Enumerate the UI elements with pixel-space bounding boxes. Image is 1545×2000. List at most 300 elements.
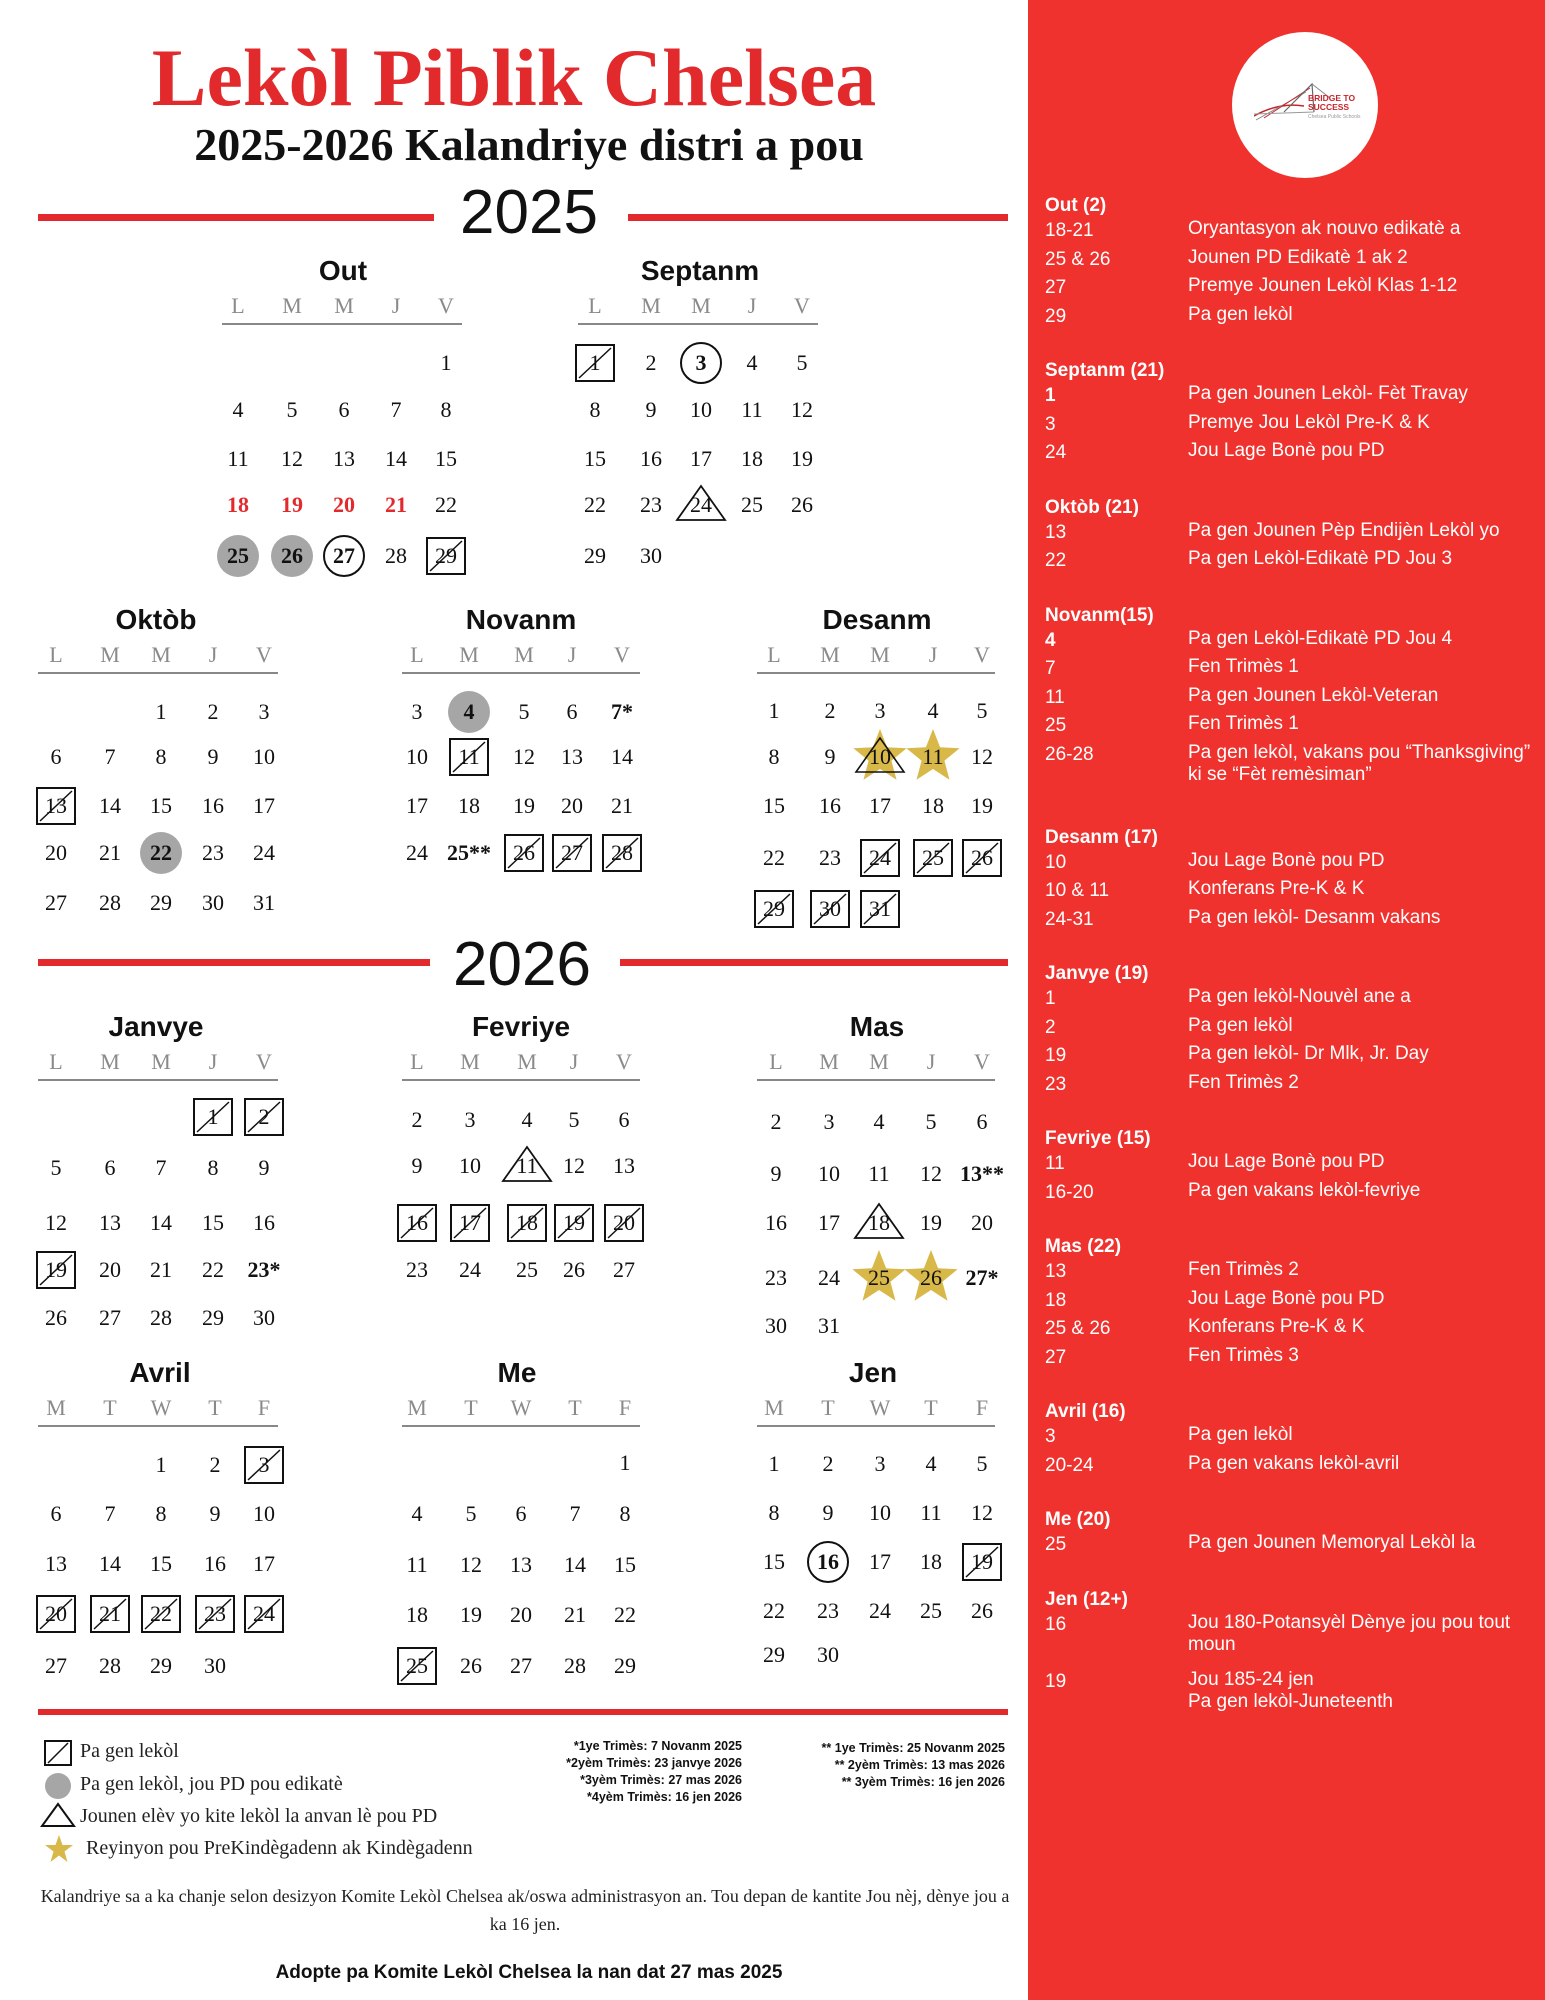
event-date: 25 & 26 xyxy=(1045,248,1111,270)
day-mas-16: 16 xyxy=(765,1210,787,1235)
event-date: 10 xyxy=(1045,851,1067,873)
day-okt-29: 29 xyxy=(150,890,172,915)
legend-triangle-icon xyxy=(40,1802,76,1828)
day-me-22: 22 xyxy=(614,1602,636,1627)
day-des-8: 8 xyxy=(768,744,780,769)
day-jan-20: 20 xyxy=(99,1257,121,1282)
day-avr-2: 2 xyxy=(209,1452,221,1477)
event-month-heading: Septanm (21) xyxy=(1045,360,1165,381)
day-okt-22: 22 xyxy=(150,840,172,865)
event-description: Oryantasyon ak nouvo edikatè a xyxy=(1188,218,1461,239)
event-date: 25 & 26 xyxy=(1045,1318,1111,1339)
day-jen-2: 2 xyxy=(822,1451,834,1476)
weekday-header: F xyxy=(618,1395,632,1420)
event-date: 25 xyxy=(1045,715,1067,736)
event-description: Pa gen lekòl-Nouvèl ane a xyxy=(1188,986,1411,1007)
event-date: 16 xyxy=(1045,1613,1067,1635)
day-des-17: 17 xyxy=(869,793,891,818)
day-okt-17: 17 xyxy=(253,793,275,818)
day-mas-17: 17 xyxy=(818,1210,840,1235)
day-me-29: 29 xyxy=(614,1653,636,1678)
ruler-2025-left xyxy=(38,214,434,221)
month-title-okt: Oktòb xyxy=(115,604,197,635)
day-nov-4: 4 xyxy=(463,699,475,724)
day-des-10: 10 xyxy=(869,744,891,769)
day-jen-8: 8 xyxy=(768,1500,780,1525)
day-fev-12: 12 xyxy=(563,1153,585,1178)
logo-line2: SUCCESS xyxy=(1308,102,1350,112)
day-me-11: 11 xyxy=(406,1552,428,1577)
legend-gray-label: Pa gen lekòl, jou PD pou edikatè xyxy=(80,1773,343,1795)
event-description: Pa gen lekòl, vakans pou “Thanksgiving” xyxy=(1188,741,1531,763)
day-me-25: 25 xyxy=(406,1653,428,1678)
day-jan-15: 15 xyxy=(202,1210,224,1235)
weekday-header: M xyxy=(691,293,711,318)
day-fev-17: 17 xyxy=(459,1210,481,1235)
day-jen-9: 9 xyxy=(822,1500,834,1525)
ruler-2025-right xyxy=(628,214,1008,221)
weekday-header: F xyxy=(975,1395,989,1420)
event-description: Konferans Pre-K & K xyxy=(1188,1316,1365,1337)
day-avr-6: 6 xyxy=(50,1501,62,1526)
weekday-header: V xyxy=(438,293,454,318)
event-description: Pa gen lekòl xyxy=(1188,1424,1293,1445)
day-jan-8: 8 xyxy=(207,1155,219,1180)
weekday-header: T xyxy=(924,1395,938,1420)
day-nov-24: 24 xyxy=(406,840,428,865)
day-jen-23: 23 xyxy=(817,1598,839,1623)
weekday-header: T xyxy=(103,1395,117,1420)
day-out-27: 27 xyxy=(333,543,355,568)
weekday-header: M xyxy=(100,642,120,667)
day-des-15: 15 xyxy=(763,793,785,818)
day-fev-13: 13 xyxy=(613,1153,635,1178)
day-out-1: 1 xyxy=(440,350,452,375)
day-okt-1: 1 xyxy=(155,699,167,724)
day-jan-30: 30 xyxy=(253,1305,275,1330)
day-mas-30: 30 xyxy=(765,1313,787,1338)
day-des-9: 9 xyxy=(824,744,836,769)
event-date: 11 xyxy=(1045,686,1065,708)
day-me-21: 21 xyxy=(564,1602,586,1627)
day-me-15: 15 xyxy=(614,1552,636,1577)
day-des-22: 22 xyxy=(763,845,785,870)
day-me-19: 19 xyxy=(460,1602,482,1627)
event-date: 16-20 xyxy=(1045,1181,1094,1203)
day-des-12: 12 xyxy=(971,744,993,769)
day-out-21: 21 xyxy=(385,492,407,517)
day-jen-11: 11 xyxy=(920,1500,942,1525)
event-description: Jou Lage Bonè pou PD xyxy=(1188,1287,1385,1309)
day-jan-21: 21 xyxy=(150,1257,172,1282)
day-me-13: 13 xyxy=(510,1552,532,1577)
day-des-4: 4 xyxy=(927,698,939,723)
month-title-des: Desanm xyxy=(822,604,932,635)
day-jan-19: 19 xyxy=(45,1257,67,1282)
event-description: Pa gen lekòl- Desanm vakans xyxy=(1188,906,1441,928)
weekday-header: J xyxy=(747,293,757,318)
ruler-2026-right xyxy=(620,959,1008,966)
day-nov-19: 19 xyxy=(513,793,535,818)
day-avr-17: 17 xyxy=(253,1551,275,1576)
day-out-18: 18 xyxy=(227,492,249,517)
weekday-header: M xyxy=(641,293,661,318)
day-out-28: 28 xyxy=(385,543,407,568)
weekday-header: M xyxy=(460,1049,480,1074)
day-des-25: 25 xyxy=(922,845,944,870)
event-description: Pa gen Lekòl-Edikatè PD Jou 3 xyxy=(1188,548,1453,569)
day-avr-29: 29 xyxy=(150,1653,172,1678)
weekday-header: J xyxy=(208,1049,218,1074)
event-date: 18 xyxy=(1045,1289,1067,1311)
weekday-header: V xyxy=(794,293,810,318)
day-jan-7: 7 xyxy=(155,1155,167,1180)
day-fev-2: 2 xyxy=(411,1107,423,1132)
weekday-header: T xyxy=(464,1395,478,1420)
day-avr-30: 30 xyxy=(204,1653,226,1678)
event-description: Pa gen Jounen Lekòl- Fèt Travay xyxy=(1188,383,1468,404)
day-avr-23: 23 xyxy=(204,1601,226,1626)
weekday-header: W xyxy=(869,1395,891,1420)
day-des-29: 29 xyxy=(763,896,785,921)
day-avr-24: 24 xyxy=(253,1601,275,1626)
month-title-mas: Mas xyxy=(849,1011,905,1042)
day-mas-24: 24 xyxy=(818,1265,840,1290)
day-jan-14: 14 xyxy=(150,1210,172,1235)
event-description: Fen Trimès 1 xyxy=(1188,713,1299,734)
weekday-header: M xyxy=(459,642,479,667)
event-date: 11 xyxy=(1045,1153,1065,1174)
day-fev-3: 3 xyxy=(464,1107,476,1132)
day-sep-10: 10 xyxy=(690,397,712,422)
day-okt-7: 7 xyxy=(104,744,116,769)
day-sep-1: 1 xyxy=(589,350,601,375)
day-out-13: 13 xyxy=(333,446,355,471)
day-fev-4: 4 xyxy=(521,1107,533,1132)
day-nov-27: 27 xyxy=(561,840,583,865)
day-jan-27: 27 xyxy=(99,1305,121,1330)
weekday-underline xyxy=(402,672,640,674)
day-fev-23: 23 xyxy=(406,1257,428,1282)
day-fev-26: 26 xyxy=(563,1257,585,1282)
day-avr-22: 22 xyxy=(150,1601,172,1626)
event-date: 3 xyxy=(1045,413,1056,435)
weekday-underline xyxy=(757,1425,995,1427)
footnote-d3: ** 3yèm Trimès: 16 jen 2026 xyxy=(841,1775,1005,1789)
weekday-underline xyxy=(38,1425,278,1427)
day-jan-12: 12 xyxy=(45,1210,67,1235)
weekday-header: V xyxy=(616,1049,632,1074)
day-nov-21: 21 xyxy=(611,793,633,818)
weekday-header: F xyxy=(257,1395,271,1420)
event-description: Fen Trimès 3 xyxy=(1188,1344,1299,1366)
page-subtitle: 2025-2026 Kalandriye distri a pou xyxy=(194,119,864,170)
event-description: Fen Trimès 1 xyxy=(1188,656,1299,677)
day-nov-5: 5 xyxy=(518,699,530,724)
event-date: 19 xyxy=(1045,1045,1067,1066)
day-nov-26: 26 xyxy=(513,840,535,865)
day-mas-13: 13** xyxy=(960,1161,1004,1186)
day-out-4: 4 xyxy=(232,397,244,422)
event-date: 2 xyxy=(1045,1016,1056,1038)
day-out-5: 5 xyxy=(286,397,298,422)
event-description: Jou Lage Bonè pou PD xyxy=(1188,440,1385,461)
day-avr-8: 8 xyxy=(155,1501,167,1526)
event-month-heading: Me (20) xyxy=(1045,1509,1111,1530)
day-fev-19: 19 xyxy=(563,1210,585,1235)
weekday-underline xyxy=(578,323,818,325)
day-mas-9: 9 xyxy=(770,1161,782,1186)
footnotes-double xyxy=(822,1740,1005,1791)
day-out-6: 6 xyxy=(338,397,350,422)
day-mas-19: 19 xyxy=(920,1210,942,1235)
event-date: 29 xyxy=(1045,305,1067,327)
event-description: Fen Trimès 2 xyxy=(1188,1071,1299,1093)
month-title-out: Out xyxy=(318,255,368,286)
event-date: 1 xyxy=(1045,385,1056,406)
footnote-1: *1ye Trimès: 7 Novanm 2025 xyxy=(573,1739,742,1753)
event-description: Jou 185-24 jen xyxy=(1188,1668,1314,1690)
event-description: Premye Jou Lekòl Pre-K & K xyxy=(1188,411,1430,433)
weekday-header: T xyxy=(821,1395,835,1420)
day-mas-11: 11 xyxy=(868,1161,890,1186)
day-avr-20: 20 xyxy=(45,1601,67,1626)
weekday-header: T xyxy=(208,1395,222,1420)
weekday-header: M xyxy=(870,642,890,667)
day-jan-5: 5 xyxy=(50,1155,62,1180)
day-des-5: 5 xyxy=(976,698,988,723)
day-des-18: 18 xyxy=(922,793,944,818)
legend-box-label: Pa gen lekòl xyxy=(80,1740,179,1762)
day-out-19: 19 xyxy=(281,492,303,517)
weekday-header: J xyxy=(391,293,401,318)
weekday-header: M xyxy=(46,1395,66,1420)
weekday-header: L xyxy=(49,1049,63,1074)
day-nov-12: 12 xyxy=(513,744,535,769)
day-fev-11: 11 xyxy=(516,1153,538,1178)
day-okt-30: 30 xyxy=(202,890,224,915)
event-month-heading: Jen (12+) xyxy=(1045,1588,1128,1610)
weekday-header: M xyxy=(282,293,302,318)
day-jen-5: 5 xyxy=(976,1451,988,1476)
day-okt-21: 21 xyxy=(99,840,121,865)
event-month-heading: Oktòb (21) xyxy=(1045,496,1139,518)
day-okt-16: 16 xyxy=(202,793,224,818)
event-description: Pa gen lekòl- Dr Mlk, Jr. Day xyxy=(1188,1043,1429,1064)
day-sep-22: 22 xyxy=(584,492,606,517)
day-mas-2: 2 xyxy=(770,1109,782,1134)
footnote-d1: ** 1ye Trimès: 25 Novanm 2025 xyxy=(821,1741,1005,1755)
day-fev-5: 5 xyxy=(568,1107,580,1132)
day-fev-10: 10 xyxy=(459,1153,481,1178)
event-date: 23 xyxy=(1045,1073,1067,1095)
month-title-avr: Avril xyxy=(129,1357,191,1388)
month-title-sep: Septanm xyxy=(640,255,760,286)
day-jen-22: 22 xyxy=(763,1598,785,1623)
day-des-30: 30 xyxy=(819,896,841,921)
day-out-26: 26 xyxy=(281,543,303,568)
day-avr-21: 21 xyxy=(99,1601,121,1626)
day-avr-10: 10 xyxy=(253,1501,275,1526)
footnote-d2: ** 2yèm Trimès: 13 mas 2026 xyxy=(834,1758,1005,1772)
day-mas-4: 4 xyxy=(873,1109,885,1134)
day-jen-19: 19 xyxy=(971,1549,993,1574)
event-description: Pa gen vakans lekòl-fevriye xyxy=(1188,1179,1421,1201)
day-mas-20: 20 xyxy=(971,1210,993,1235)
weekday-header: J xyxy=(928,642,938,667)
weekday-header: L xyxy=(767,642,781,667)
day-sep-19: 19 xyxy=(791,446,813,471)
day-okt-15: 15 xyxy=(150,793,172,818)
day-me-14: 14 xyxy=(564,1552,586,1577)
weekday-header: M xyxy=(151,1049,171,1074)
day-fev-9: 9 xyxy=(411,1153,423,1178)
day-nov-11: 11 xyxy=(458,744,480,769)
event-description: Jou Lage Bonè pou PD xyxy=(1188,849,1385,871)
year-2026: 2026 xyxy=(453,930,591,999)
day-me-1: 1 xyxy=(619,1450,631,1475)
event-date: 20-24 xyxy=(1045,1454,1094,1476)
weekday-header: M xyxy=(514,642,534,667)
day-des-2: 2 xyxy=(824,698,836,723)
day-fev-25: 25 xyxy=(516,1257,538,1282)
weekday-header: V xyxy=(614,642,630,667)
weekday-header: J xyxy=(567,642,577,667)
event-date: 10 & 11 xyxy=(1045,880,1110,901)
day-out-15: 15 xyxy=(435,446,457,471)
weekday-header: M xyxy=(407,1395,427,1420)
day-out-14: 14 xyxy=(385,446,407,471)
footnotes-single xyxy=(566,1738,742,1806)
day-okt-28: 28 xyxy=(99,890,121,915)
day-jan-9: 9 xyxy=(258,1155,270,1180)
day-jan-6: 6 xyxy=(104,1155,116,1180)
day-jen-16: 16 xyxy=(817,1549,839,1574)
weekday-underline xyxy=(757,1079,995,1081)
day-jan-2: 2 xyxy=(258,1104,270,1129)
day-out-20: 20 xyxy=(333,492,355,517)
logo-line1: BRIDGE TO xyxy=(1308,93,1356,103)
event-date: 26-28 xyxy=(1045,743,1094,765)
day-mas-6: 6 xyxy=(976,1109,988,1134)
day-jen-17: 17 xyxy=(869,1549,891,1574)
event-description: Jounen PD Edikatè 1 ak 2 xyxy=(1188,246,1408,268)
weekday-header: M xyxy=(820,642,840,667)
day-out-8: 8 xyxy=(440,397,452,422)
event-date: 24-31 xyxy=(1045,908,1094,930)
weekday-header: M xyxy=(100,1049,120,1074)
day-mas-5: 5 xyxy=(925,1109,937,1134)
day-nov-10: 10 xyxy=(406,744,428,769)
weekday-header: L xyxy=(410,642,424,667)
weekday-header: M xyxy=(819,1049,839,1074)
day-fev-24: 24 xyxy=(459,1257,481,1282)
day-jan-22: 22 xyxy=(202,1257,224,1282)
day-mas-18: 18 xyxy=(868,1210,890,1235)
day-jen-18: 18 xyxy=(920,1549,942,1574)
day-okt-13: 13 xyxy=(45,793,67,818)
day-des-1: 1 xyxy=(768,698,780,723)
weekday-header: V xyxy=(974,642,990,667)
day-des-19: 19 xyxy=(971,793,993,818)
day-avr-16: 16 xyxy=(204,1551,226,1576)
day-okt-31: 31 xyxy=(253,890,275,915)
legend-box-icon xyxy=(44,1740,72,1766)
event-date: 13 xyxy=(1045,1261,1067,1282)
day-me-5: 5 xyxy=(465,1501,477,1526)
weekday-header: M xyxy=(764,1395,784,1420)
day-sep-15: 15 xyxy=(584,446,606,471)
month-title-fev: Fevriye xyxy=(471,1011,571,1042)
day-jan-16: 16 xyxy=(253,1210,275,1235)
weekday-underline xyxy=(402,1079,640,1081)
day-mas-27: 27* xyxy=(965,1265,999,1290)
event-date: 4 xyxy=(1045,629,1056,651)
day-nov-3: 3 xyxy=(411,699,423,724)
event-date: 19 xyxy=(1045,1670,1067,1692)
day-out-7: 7 xyxy=(390,397,402,422)
day-nov-6: 6 xyxy=(566,699,578,724)
day-avr-27: 27 xyxy=(45,1653,67,1678)
event-date: 27 xyxy=(1045,1346,1067,1368)
day-sep-17: 17 xyxy=(690,446,712,471)
day-out-22: 22 xyxy=(435,492,457,517)
day-okt-8: 8 xyxy=(155,744,167,769)
day-nov-7: 7* xyxy=(611,699,633,724)
day-fev-18: 18 xyxy=(516,1210,538,1235)
weekday-header: J xyxy=(926,1049,936,1074)
weekday-underline xyxy=(38,1079,278,1081)
day-nov-14: 14 xyxy=(611,744,633,769)
day-jen-30: 30 xyxy=(817,1642,839,1667)
day-mas-31: 31 xyxy=(818,1313,840,1338)
day-jan-29: 29 xyxy=(202,1305,224,1330)
day-sep-4: 4 xyxy=(746,350,758,375)
day-okt-6: 6 xyxy=(50,744,62,769)
day-jan-13: 13 xyxy=(99,1210,121,1235)
weekday-header: V xyxy=(256,1049,272,1074)
event-date: 25 xyxy=(1045,1534,1067,1555)
day-des-16: 16 xyxy=(819,793,841,818)
day-me-27: 27 xyxy=(510,1653,532,1678)
day-mas-12: 12 xyxy=(920,1161,942,1186)
day-jen-15: 15 xyxy=(763,1549,785,1574)
day-jan-1: 1 xyxy=(207,1104,219,1129)
month-title-jen: Jen xyxy=(848,1357,898,1388)
day-me-6: 6 xyxy=(515,1501,527,1526)
day-nov-17: 17 xyxy=(406,793,428,818)
weekday-header: J xyxy=(569,1049,579,1074)
event-month-heading: Fevriye (15) xyxy=(1045,1128,1151,1149)
weekday-header: M xyxy=(517,1049,537,1074)
day-mas-26: 26 xyxy=(920,1265,942,1290)
weekday-header: T xyxy=(568,1395,582,1420)
event-date: 1 xyxy=(1045,988,1056,1009)
day-okt-9: 9 xyxy=(207,744,219,769)
day-sep-9: 9 xyxy=(645,397,657,422)
event-month-heading: Desanm (17) xyxy=(1045,826,1158,848)
day-sep-8: 8 xyxy=(589,397,601,422)
day-okt-3: 3 xyxy=(258,699,270,724)
day-nov-28: 28 xyxy=(611,840,633,865)
day-fev-16: 16 xyxy=(406,1210,428,1235)
event-description: Pa gen vakans lekòl-avril xyxy=(1188,1452,1400,1474)
event-description: Pa gen Lekòl-Edikatè PD Jou 4 xyxy=(1188,627,1453,649)
event-description: Pa gen lekòl xyxy=(1188,1014,1293,1036)
day-jan-23: 23* xyxy=(247,1257,281,1282)
day-sep-2: 2 xyxy=(645,350,657,375)
weekday-header: L xyxy=(588,293,602,318)
